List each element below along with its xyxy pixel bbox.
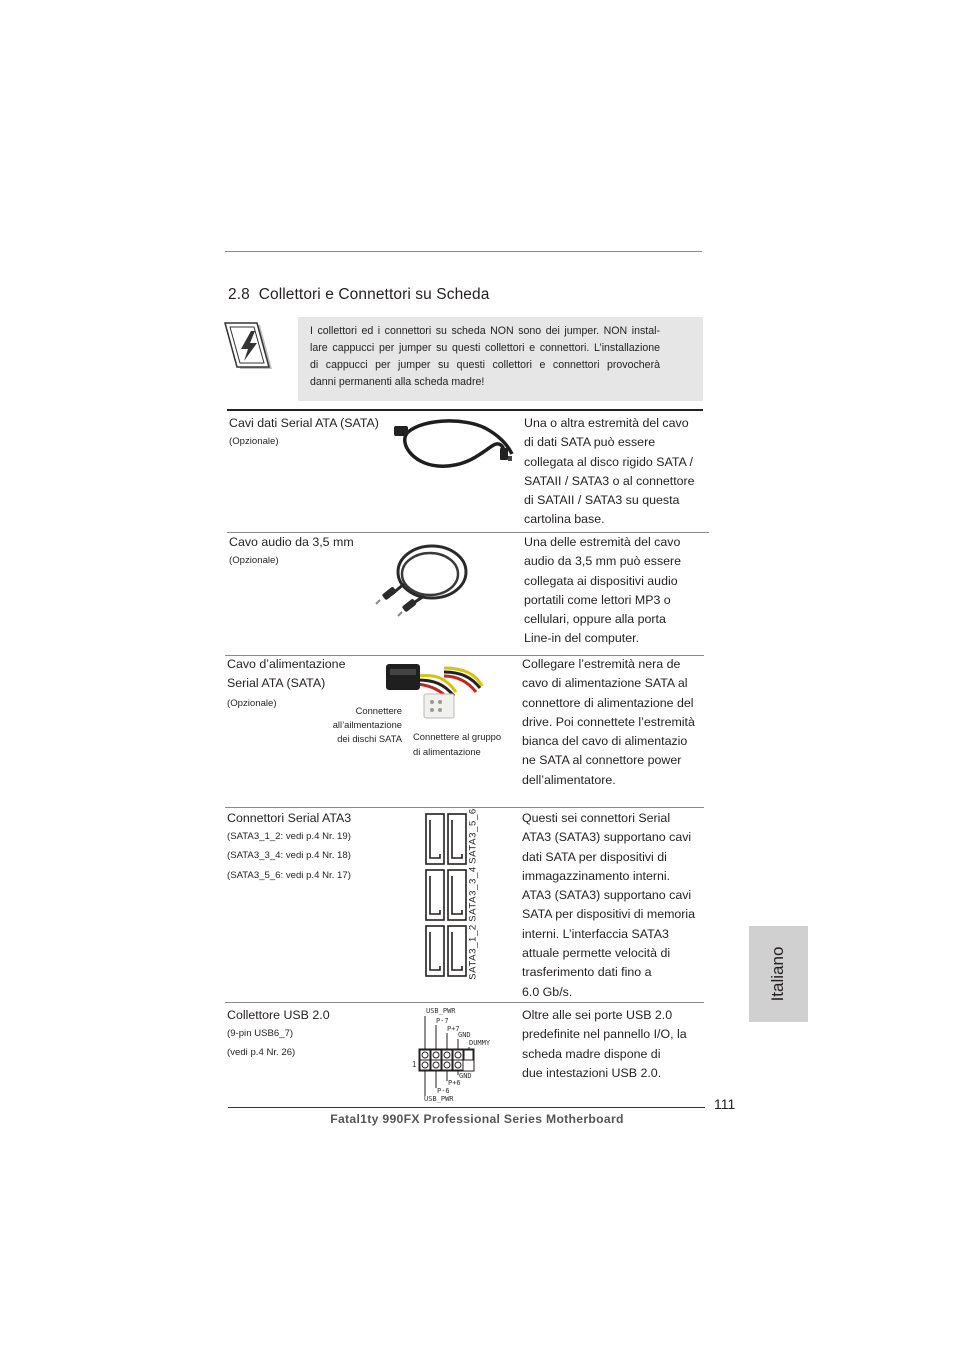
row-note: (9-pin USB6_7) (227, 1028, 294, 1039)
callout-left (318, 704, 402, 746)
callout-line: di alimentazione (413, 746, 481, 757)
desc-line: collegata ai dispositivi audio (524, 573, 678, 588)
section-number: 2.8 (228, 286, 250, 303)
row-note: (vedi p.4 Nr. 26) (227, 1047, 296, 1058)
footer-rule (228, 1107, 705, 1108)
desc-line: ATA3 (SATA3) supportano cavi (522, 830, 692, 845)
row-note: (Opzionale) (229, 436, 279, 447)
desc-line: cavo di alimentazione SATA al (522, 676, 688, 691)
desc-line: bianca del cavo di alimentazio (522, 734, 688, 749)
desc-line: Collegare l’estremità nera de (522, 657, 681, 671)
warning-line: danni permanenti alla scheda madre! (310, 376, 485, 388)
desc-line: SATAII / SATA3 o al connettore (524, 473, 695, 488)
desc-line: Oltre alle sei porte USB 2.0 (522, 1008, 673, 1022)
header-rule (225, 251, 702, 252)
pin-label: P+6 (448, 1079, 461, 1087)
pin-label: USB_PWR (424, 1095, 454, 1103)
desc-line: immagazzinamento interni. (522, 868, 671, 883)
desc-line: collegata al disco rigido SATA / (524, 454, 693, 469)
desc-line: interni. L’interfaccia SATA3 (522, 926, 669, 941)
row-label-line: Serial ATA (SATA) (227, 676, 326, 691)
row-description (522, 655, 695, 790)
desc-line: dati SATA per dispositivi di (522, 849, 667, 864)
desc-line: Una delle estremità del cavo (524, 535, 681, 549)
desc-line: ne SATA al connettore power (522, 753, 682, 768)
pin-label: DUMMY (469, 1039, 491, 1047)
sata3-label-3-4: SATA3_3_4 (467, 866, 479, 922)
pin-label: 1 (412, 1060, 417, 1069)
desc-line: Line-in del computer. (524, 631, 640, 646)
row-note: (SATA3_5_6: vedi p.4 Nr. 17) (227, 870, 351, 881)
section-title-text: Collettori e Connettori su Scheda (258, 286, 490, 303)
warning-line: I collettori ed i connettori su scheda NON sono dei jumper. NON instal- (310, 325, 660, 337)
desc-line: di dati SATA può essere (524, 435, 656, 450)
row-rule (225, 1002, 704, 1003)
sata3-label-1-2: SATA3_1_2 (467, 924, 479, 980)
row-description (524, 414, 695, 530)
language-label: Italiano (768, 946, 787, 1002)
row-description (522, 809, 695, 1002)
desc-line: predefinite nel pannello I/O, la (522, 1027, 687, 1042)
audio-cable-image (374, 538, 474, 624)
row-note: (SATA3_3_4: vedi p.4 Nr. 18) (227, 850, 351, 861)
row-label-sata3: Connettori Serial ATA3 (227, 811, 352, 825)
row-note: (Opzionale) (227, 698, 277, 709)
desc-line: drive. Poi connettete l’estremità (522, 714, 695, 729)
desc-line: audio da 3,5 mm può essere (524, 554, 682, 569)
warning-line: lare cappucci per jumper su questi collettori e connettori. L’installazione (310, 342, 660, 354)
pin-label: P+7 (447, 1025, 460, 1033)
desc-line: cellulari, oppure alla porta (524, 612, 666, 627)
pin-label: GND (459, 1072, 472, 1080)
desc-line: ATA3 (SATA3) supportano cavi (522, 888, 692, 903)
row-label-sata-power (227, 655, 345, 694)
callout-line: Connettere al gruppo (413, 731, 502, 742)
callout-right (413, 729, 513, 759)
usb-header-diagram (410, 1004, 510, 1106)
desc-line: dell’alimentatore. (522, 772, 616, 787)
sata3-label-5-6: SATA3_5_6 (467, 808, 479, 864)
warning-icon (224, 321, 274, 373)
desc-line: portatili come lettori MP3 o (524, 592, 671, 607)
desc-line: scheda madre dispone di (522, 1046, 661, 1061)
pin-label: USB_PWR (426, 1007, 456, 1015)
row-label-sata-cable: Cavi dati Serial ATA (SATA) (229, 416, 379, 430)
row-label-line: Cavo d’alimentazione (227, 657, 346, 671)
desc-line: due intestazioni USB 2.0. (522, 1065, 662, 1080)
desc-line: trasferimento dati fino a (522, 965, 652, 980)
desc-line: Questi sei connettori Serial (522, 811, 671, 825)
desc-line: attuale permette velocità di (522, 946, 671, 961)
page-number: 111 (714, 1096, 736, 1112)
row-note: (Opzionale) (229, 555, 279, 566)
warning-line: di cappucci per jumper su questi collettori e connettori provocherà (310, 359, 660, 371)
desc-line: SATA per dispositivi di memoria (522, 907, 696, 922)
pin-label: GND (458, 1031, 471, 1039)
desc-line: 6.0 Gb/s. (522, 984, 573, 999)
warning-text (310, 323, 660, 391)
callout-line: all’ailmentazione (332, 719, 402, 730)
row-label-audio-cable: Cavo audio da 3,5 mm (229, 535, 354, 549)
desc-line: cartolina base. (524, 512, 605, 527)
callout-line: Connettere (355, 705, 402, 716)
row-description (522, 1006, 687, 1083)
desc-line: di SATAII / SATA3 su questa (524, 493, 680, 508)
row-description (524, 533, 681, 649)
callout-line: dei dischi SATA (337, 733, 402, 744)
pin-label: P-7 (436, 1017, 449, 1025)
sata-cable-image (390, 414, 520, 476)
table-top-rule (227, 409, 703, 411)
pin-label: P-6 (437, 1087, 450, 1095)
section-title (228, 286, 489, 304)
desc-line: connettore di alimentazione del (522, 695, 694, 710)
row-rule (225, 807, 704, 808)
row-note: (SATA3_1_2: vedi p.4 Nr. 19) (227, 831, 351, 842)
row-label-usb-header: Collettore USB 2.0 (227, 1008, 330, 1022)
desc-line: Una o altra estremità del cavo (524, 416, 689, 430)
footer-text: Fatal1ty 990FX Professional Series Motherboard (330, 1112, 624, 1126)
